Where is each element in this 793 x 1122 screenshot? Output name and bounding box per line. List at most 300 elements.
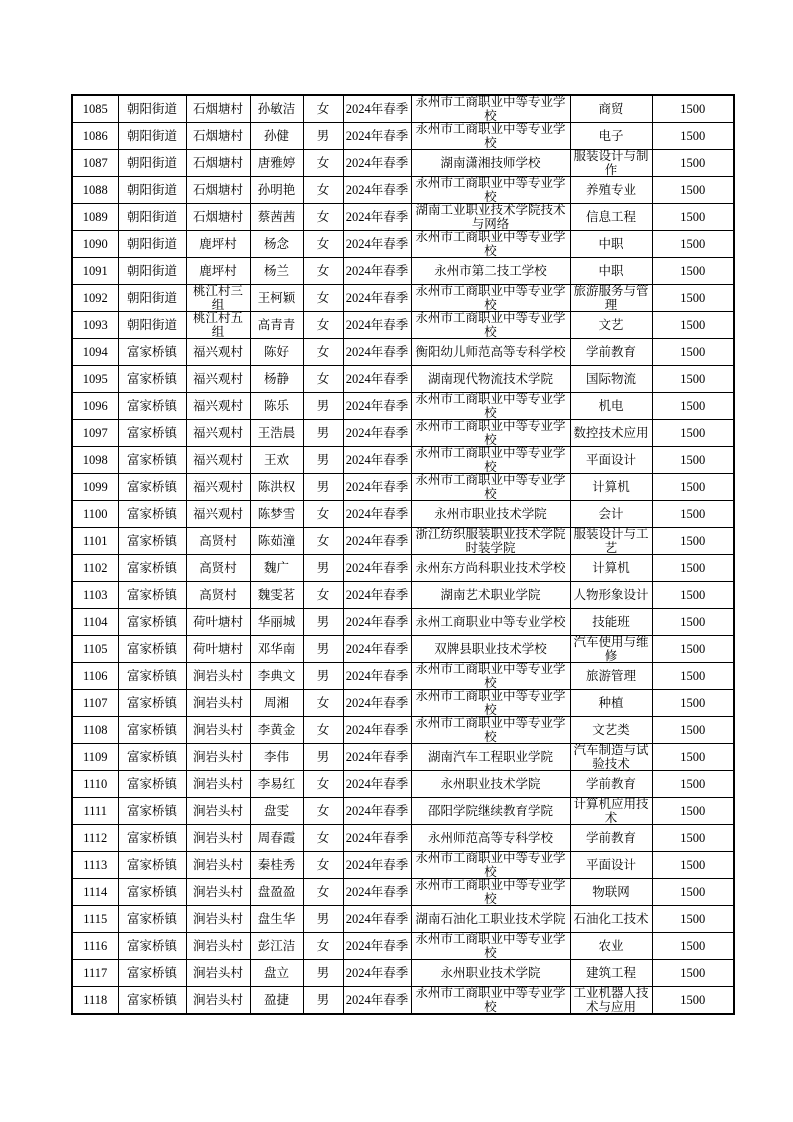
cell-amount: 1500 [652, 123, 734, 150]
cell-school: 永州市第二技工学校 [411, 258, 570, 285]
cell-major: 学前教育 [570, 825, 652, 852]
cell-semester: 2024年春季 [343, 366, 411, 393]
cell-major: 农业 [570, 933, 652, 960]
cell-semester: 2024年春季 [343, 771, 411, 798]
cell-name: 陈洪权 [250, 474, 303, 501]
cell-amount: 1500 [652, 852, 734, 879]
table-row [72, 690, 734, 717]
cell-town: 富家桥镇 [118, 447, 186, 474]
cell-amount: 1500 [652, 447, 734, 474]
cell-gender: 女 [303, 204, 343, 231]
cell-semester: 2024年春季 [343, 420, 411, 447]
table-row [72, 852, 734, 879]
table-row [72, 825, 734, 852]
cell-town: 富家桥镇 [118, 420, 186, 447]
cell-gender: 男 [303, 960, 343, 987]
cell-amount: 1500 [652, 420, 734, 447]
cell-village: 石烟塘村 [186, 150, 250, 177]
cell-town: 富家桥镇 [118, 609, 186, 636]
cell-school: 浙江纺织服装职业技术学院时装学院 [411, 528, 570, 555]
cell-name: 蔡茜茜 [250, 204, 303, 231]
cell-name: 陈梦雪 [250, 501, 303, 528]
cell-name: 孙明艳 [250, 177, 303, 204]
cell-school: 永州市工商职业中等专业学校 [411, 717, 570, 744]
cell-id: 1102 [72, 555, 118, 582]
cell-major: 电子 [570, 123, 652, 150]
cell-amount: 1500 [652, 95, 734, 123]
table-row [72, 420, 734, 447]
cell-village: 石烟塘村 [186, 123, 250, 150]
cell-name: 盘雯 [250, 798, 303, 825]
cell-amount: 1500 [652, 474, 734, 501]
cell-id: 1118 [72, 987, 118, 1015]
table-row [72, 339, 734, 366]
cell-town: 富家桥镇 [118, 366, 186, 393]
cell-school: 永州市职业技术学院 [411, 501, 570, 528]
cell-gender: 男 [303, 636, 343, 663]
cell-semester: 2024年春季 [343, 285, 411, 312]
cell-village: 涧岩头村 [186, 798, 250, 825]
cell-gender: 女 [303, 852, 343, 879]
cell-town: 朝阳街道 [118, 150, 186, 177]
cell-amount: 1500 [652, 150, 734, 177]
cell-town: 朝阳街道 [118, 231, 186, 258]
cell-major: 数控技术应用 [570, 420, 652, 447]
cell-semester: 2024年春季 [343, 852, 411, 879]
cell-village: 涧岩头村 [186, 906, 250, 933]
cell-school: 永州市工商职业中等专业学校 [411, 879, 570, 906]
cell-name: 周湘 [250, 690, 303, 717]
cell-town: 朝阳街道 [118, 258, 186, 285]
cell-village: 石烟塘村 [186, 204, 250, 231]
cell-id: 1101 [72, 528, 118, 555]
cell-gender: 女 [303, 95, 343, 123]
cell-name: 邓华南 [250, 636, 303, 663]
cell-id: 1106 [72, 663, 118, 690]
cell-major: 中职 [570, 231, 652, 258]
cell-id: 1104 [72, 609, 118, 636]
cell-semester: 2024年春季 [343, 744, 411, 771]
table-row [72, 717, 734, 744]
cell-gender: 女 [303, 285, 343, 312]
cell-id: 1095 [72, 366, 118, 393]
cell-school: 永州市工商职业中等专业学校 [411, 231, 570, 258]
cell-school: 永州市工商职业中等专业学校 [411, 95, 570, 123]
cell-village: 涧岩头村 [186, 879, 250, 906]
cell-gender: 女 [303, 339, 343, 366]
table-row [72, 906, 734, 933]
cell-school: 永州市工商职业中等专业学校 [411, 852, 570, 879]
cell-major: 计算机应用技术 [570, 798, 652, 825]
cell-town: 富家桥镇 [118, 960, 186, 987]
cell-id: 1094 [72, 339, 118, 366]
cell-village: 福兴观村 [186, 339, 250, 366]
cell-village: 荷叶塘村 [186, 636, 250, 663]
cell-semester: 2024年春季 [343, 690, 411, 717]
cell-gender: 女 [303, 528, 343, 555]
table-row [72, 474, 734, 501]
cell-id: 1090 [72, 231, 118, 258]
cell-village: 高贤村 [186, 555, 250, 582]
cell-village: 涧岩头村 [186, 825, 250, 852]
cell-village: 桃江村三组 [186, 285, 250, 312]
cell-school: 永州东方尚科职业技术学校 [411, 555, 570, 582]
cell-town: 朝阳街道 [118, 204, 186, 231]
cell-major: 种植 [570, 690, 652, 717]
cell-village: 福兴观村 [186, 420, 250, 447]
table-row [72, 609, 734, 636]
cell-village: 涧岩头村 [186, 744, 250, 771]
cell-school: 永州市工商职业中等专业学校 [411, 123, 570, 150]
cell-major: 平面设计 [570, 852, 652, 879]
cell-town: 富家桥镇 [118, 879, 186, 906]
cell-village: 石烟塘村 [186, 177, 250, 204]
cell-name: 李易红 [250, 771, 303, 798]
cell-gender: 女 [303, 177, 343, 204]
table-row [72, 95, 734, 123]
cell-major: 会计 [570, 501, 652, 528]
cell-gender: 男 [303, 447, 343, 474]
cell-id: 1107 [72, 690, 118, 717]
cell-semester: 2024年春季 [343, 879, 411, 906]
cell-amount: 1500 [652, 771, 734, 798]
cell-semester: 2024年春季 [343, 825, 411, 852]
cell-major: 物联网 [570, 879, 652, 906]
cell-semester: 2024年春季 [343, 663, 411, 690]
cell-school: 湖南石油化工职业技术学院 [411, 906, 570, 933]
cell-town: 富家桥镇 [118, 771, 186, 798]
cell-gender: 男 [303, 609, 343, 636]
cell-name: 孙健 [250, 123, 303, 150]
cell-school: 永州职业技术学院 [411, 960, 570, 987]
table-row [72, 798, 734, 825]
cell-semester: 2024年春季 [343, 312, 411, 339]
cell-amount: 1500 [652, 960, 734, 987]
cell-name: 盘生华 [250, 906, 303, 933]
cell-semester: 2024年春季 [343, 987, 411, 1015]
table-row [72, 447, 734, 474]
cell-town: 朝阳街道 [118, 95, 186, 123]
cell-id: 1086 [72, 123, 118, 150]
cell-village: 涧岩头村 [186, 663, 250, 690]
cell-amount: 1500 [652, 555, 734, 582]
cell-semester: 2024年春季 [343, 555, 411, 582]
cell-amount: 1500 [652, 798, 734, 825]
table-row [72, 285, 734, 312]
table-row [72, 204, 734, 231]
cell-town: 富家桥镇 [118, 933, 186, 960]
cell-semester: 2024年春季 [343, 95, 411, 123]
cell-name: 李伟 [250, 744, 303, 771]
table-row [72, 663, 734, 690]
cell-amount: 1500 [652, 258, 734, 285]
cell-village: 涧岩头村 [186, 987, 250, 1015]
cell-village: 福兴观村 [186, 393, 250, 420]
cell-major: 学前教育 [570, 771, 652, 798]
cell-semester: 2024年春季 [343, 636, 411, 663]
cell-gender: 女 [303, 366, 343, 393]
cell-school: 湖南汽车工程职业学院 [411, 744, 570, 771]
cell-village: 涧岩头村 [186, 690, 250, 717]
student-subsidy-table [71, 94, 735, 1015]
cell-amount: 1500 [652, 582, 734, 609]
cell-school: 永州市工商职业中等专业学校 [411, 663, 570, 690]
cell-village: 涧岩头村 [186, 771, 250, 798]
cell-village: 鹿坪村 [186, 231, 250, 258]
cell-semester: 2024年春季 [343, 933, 411, 960]
cell-major: 商贸 [570, 95, 652, 123]
cell-semester: 2024年春季 [343, 258, 411, 285]
table-row [72, 231, 734, 258]
cell-gender: 男 [303, 123, 343, 150]
table-row [72, 636, 734, 663]
cell-amount: 1500 [652, 744, 734, 771]
cell-gender: 男 [303, 474, 343, 501]
cell-village: 鹿坪村 [186, 258, 250, 285]
cell-village: 桃江村五组 [186, 312, 250, 339]
cell-name: 魏雯茗 [250, 582, 303, 609]
cell-town: 朝阳街道 [118, 312, 186, 339]
cell-id: 1108 [72, 717, 118, 744]
cell-major: 服装设计与制作 [570, 150, 652, 177]
cell-gender: 女 [303, 771, 343, 798]
cell-amount: 1500 [652, 987, 734, 1015]
cell-major: 信息工程 [570, 204, 652, 231]
cell-school: 永州师范高等专科学校 [411, 825, 570, 852]
cell-school: 双牌县职业技术学校 [411, 636, 570, 663]
cell-semester: 2024年春季 [343, 177, 411, 204]
table-row [72, 582, 734, 609]
cell-village: 福兴观村 [186, 474, 250, 501]
cell-id: 1100 [72, 501, 118, 528]
table-row [72, 393, 734, 420]
cell-id: 1117 [72, 960, 118, 987]
cell-village: 福兴观村 [186, 447, 250, 474]
cell-amount: 1500 [652, 933, 734, 960]
cell-amount: 1500 [652, 690, 734, 717]
cell-town: 朝阳街道 [118, 123, 186, 150]
cell-name: 杨静 [250, 366, 303, 393]
cell-amount: 1500 [652, 285, 734, 312]
table-row [72, 501, 734, 528]
cell-id: 1091 [72, 258, 118, 285]
cell-school: 湖南艺术职业学院 [411, 582, 570, 609]
cell-major: 文艺 [570, 312, 652, 339]
cell-town: 富家桥镇 [118, 501, 186, 528]
cell-town: 富家桥镇 [118, 690, 186, 717]
table-row [72, 555, 734, 582]
cell-gender: 女 [303, 501, 343, 528]
cell-amount: 1500 [652, 825, 734, 852]
cell-name: 李典文 [250, 663, 303, 690]
cell-major: 机电 [570, 393, 652, 420]
cell-id: 1092 [72, 285, 118, 312]
cell-village: 荷叶塘村 [186, 609, 250, 636]
cell-village: 高贤村 [186, 582, 250, 609]
cell-town: 富家桥镇 [118, 906, 186, 933]
cell-major: 国际物流 [570, 366, 652, 393]
cell-name: 唐雅婷 [250, 150, 303, 177]
cell-amount: 1500 [652, 906, 734, 933]
cell-major: 计算机 [570, 555, 652, 582]
table-row [72, 150, 734, 177]
table-row [72, 366, 734, 393]
cell-amount: 1500 [652, 528, 734, 555]
table-row [72, 933, 734, 960]
cell-gender: 女 [303, 933, 343, 960]
table-row [72, 312, 734, 339]
cell-semester: 2024年春季 [343, 123, 411, 150]
table-row [72, 987, 734, 1015]
table-row [72, 744, 734, 771]
cell-name: 盘盈盈 [250, 879, 303, 906]
cell-amount: 1500 [652, 717, 734, 744]
cell-semester: 2024年春季 [343, 150, 411, 177]
cell-major: 计算机 [570, 474, 652, 501]
cell-village: 石烟塘村 [186, 95, 250, 123]
table-row [72, 879, 734, 906]
cell-school: 永州市工商职业中等专业学校 [411, 987, 570, 1015]
cell-name: 王柯颖 [250, 285, 303, 312]
cell-semester: 2024年春季 [343, 798, 411, 825]
cell-id: 1093 [72, 312, 118, 339]
cell-gender: 女 [303, 231, 343, 258]
cell-gender: 女 [303, 879, 343, 906]
cell-school: 永州职业技术学院 [411, 771, 570, 798]
cell-town: 富家桥镇 [118, 582, 186, 609]
cell-semester: 2024年春季 [343, 474, 411, 501]
cell-town: 富家桥镇 [118, 798, 186, 825]
cell-id: 1087 [72, 150, 118, 177]
cell-id: 1085 [72, 95, 118, 123]
cell-town: 富家桥镇 [118, 825, 186, 852]
cell-school: 永州市工商职业中等专业学校 [411, 420, 570, 447]
cell-amount: 1500 [652, 366, 734, 393]
cell-amount: 1500 [652, 609, 734, 636]
cell-id: 1097 [72, 420, 118, 447]
cell-major: 中职 [570, 258, 652, 285]
cell-town: 富家桥镇 [118, 474, 186, 501]
cell-gender: 女 [303, 312, 343, 339]
cell-school: 永州市工商职业中等专业学校 [411, 312, 570, 339]
cell-id: 1089 [72, 204, 118, 231]
cell-school: 永州市工商职业中等专业学校 [411, 474, 570, 501]
cell-major: 工业机器人技术与应用 [570, 987, 652, 1015]
cell-amount: 1500 [652, 663, 734, 690]
cell-id: 1113 [72, 852, 118, 879]
cell-amount: 1500 [652, 204, 734, 231]
cell-gender: 男 [303, 744, 343, 771]
cell-semester: 2024年春季 [343, 393, 411, 420]
cell-town: 富家桥镇 [118, 717, 186, 744]
cell-id: 1115 [72, 906, 118, 933]
table-row [72, 771, 734, 798]
cell-gender: 男 [303, 663, 343, 690]
cell-id: 1103 [72, 582, 118, 609]
cell-major: 学前教育 [570, 339, 652, 366]
cell-school: 永州工商职业中等专业学校 [411, 609, 570, 636]
cell-major: 汽车使用与维修 [570, 636, 652, 663]
cell-town: 朝阳街道 [118, 285, 186, 312]
table-row [72, 528, 734, 555]
cell-major: 建筑工程 [570, 960, 652, 987]
cell-town: 富家桥镇 [118, 555, 186, 582]
cell-amount: 1500 [652, 393, 734, 420]
cell-name: 魏广 [250, 555, 303, 582]
cell-name: 高青青 [250, 312, 303, 339]
cell-major: 汽车制造与试验技术 [570, 744, 652, 771]
cell-name: 盈捷 [250, 987, 303, 1015]
cell-gender: 女 [303, 258, 343, 285]
cell-semester: 2024年春季 [343, 501, 411, 528]
cell-major: 旅游服务与管理 [570, 285, 652, 312]
cell-amount: 1500 [652, 231, 734, 258]
cell-semester: 2024年春季 [343, 960, 411, 987]
cell-major: 文艺类 [570, 717, 652, 744]
cell-village: 福兴观村 [186, 501, 250, 528]
cell-major: 人物形象设计 [570, 582, 652, 609]
cell-major: 平面设计 [570, 447, 652, 474]
cell-town: 富家桥镇 [118, 987, 186, 1015]
cell-name: 杨兰 [250, 258, 303, 285]
cell-town: 富家桥镇 [118, 636, 186, 663]
cell-name: 彭江洁 [250, 933, 303, 960]
table-row [72, 258, 734, 285]
cell-gender: 女 [303, 798, 343, 825]
cell-town: 富家桥镇 [118, 528, 186, 555]
cell-town: 富家桥镇 [118, 663, 186, 690]
cell-amount: 1500 [652, 636, 734, 663]
cell-name: 王欢 [250, 447, 303, 474]
cell-village: 涧岩头村 [186, 960, 250, 987]
cell-semester: 2024年春季 [343, 717, 411, 744]
cell-village: 涧岩头村 [186, 933, 250, 960]
cell-school: 永州市工商职业中等专业学校 [411, 690, 570, 717]
cell-major: 石油化工技术 [570, 906, 652, 933]
cell-id: 1111 [72, 798, 118, 825]
cell-name: 王浩晨 [250, 420, 303, 447]
cell-id: 1110 [72, 771, 118, 798]
cell-amount: 1500 [652, 312, 734, 339]
cell-id: 1088 [72, 177, 118, 204]
cell-town: 富家桥镇 [118, 852, 186, 879]
cell-gender: 女 [303, 825, 343, 852]
cell-school: 湖南潇湘技师学校 [411, 150, 570, 177]
cell-name: 陈乐 [250, 393, 303, 420]
cell-name: 周春霞 [250, 825, 303, 852]
cell-amount: 1500 [652, 177, 734, 204]
cell-major: 技能班 [570, 609, 652, 636]
cell-amount: 1500 [652, 879, 734, 906]
cell-gender: 女 [303, 582, 343, 609]
cell-amount: 1500 [652, 339, 734, 366]
cell-id: 1096 [72, 393, 118, 420]
cell-gender: 男 [303, 420, 343, 447]
table-body [72, 95, 734, 1014]
cell-school: 永州市工商职业中等专业学校 [411, 447, 570, 474]
cell-semester: 2024年春季 [343, 204, 411, 231]
cell-semester: 2024年春季 [343, 231, 411, 258]
cell-village: 涧岩头村 [186, 717, 250, 744]
cell-name: 孙敏洁 [250, 95, 303, 123]
cell-gender: 女 [303, 690, 343, 717]
cell-semester: 2024年春季 [343, 906, 411, 933]
cell-school: 永州市工商职业中等专业学校 [411, 177, 570, 204]
cell-name: 华丽城 [250, 609, 303, 636]
cell-name: 杨念 [250, 231, 303, 258]
cell-semester: 2024年春季 [343, 582, 411, 609]
cell-major: 旅游管理 [570, 663, 652, 690]
